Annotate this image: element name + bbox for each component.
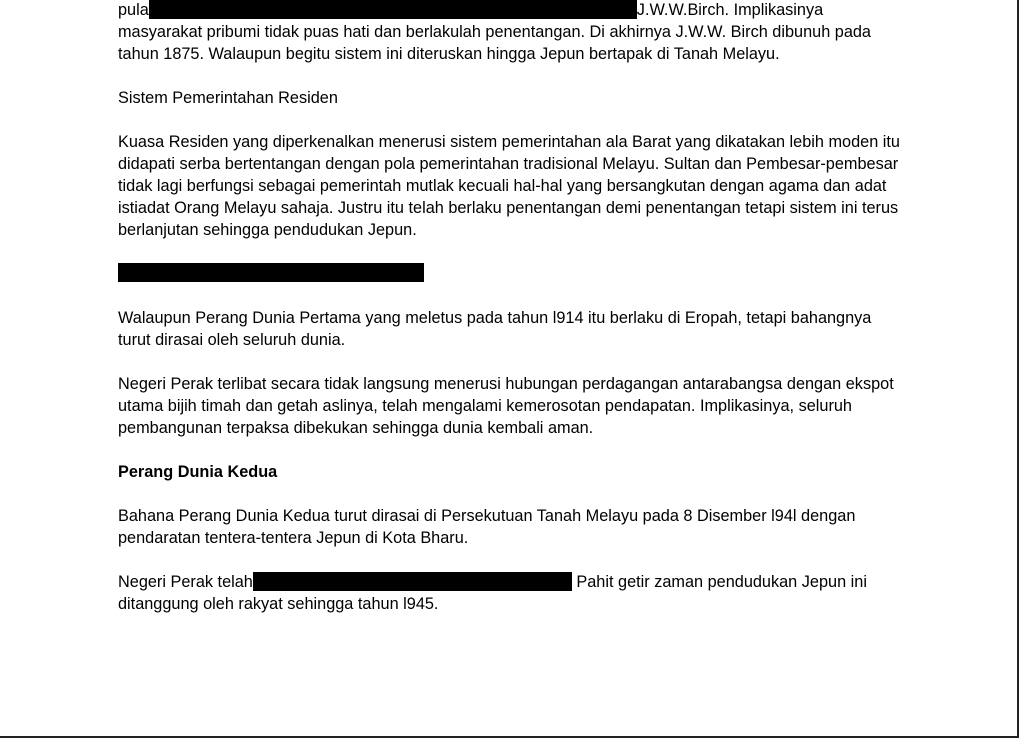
paragraph-negeri-perak: Negeri Perak terlibat secara tidak langsung menerusi hubungan perdagangan antarabangsa dengan ekspot utama bijih timah dan getah aslinya, telah mengalami kemerosotan pendapatan. Implikasinya, seluruh pembangunan terpaksa dibekukan sehingga dunia kembali aman. (118, 375, 894, 437)
paragraph-pendudukan-rest: Pahit getir zaman pendudukan Jepun ini ditanggung oleh rakyat sehingga tahun l945. (118, 573, 867, 613)
redaction-bar (118, 263, 424, 282)
paragraph-perang-dunia-pertama: Walaupun Perang Dunia Pertama yang meletus pada tahun l914 itu berlaku di Eropah, tetapi bahangnya turut dirasai oleh seluruh dunia. (118, 309, 872, 349)
section-heading-perang-dunia-kedua: Perang Dunia Kedua (118, 463, 278, 481)
paragraph-perang-dunia-kedua: Bahana Perang Dunia Kedua turut dirasai di Persekutuan Tanah Melayu pada 8 Disember l94l dengan pendaratan tentera-tentera Jepun di Kota Bharu. (118, 507, 856, 547)
section-heading-residen: Sistem Pemerintahan Residen (118, 89, 338, 107)
paragraph-birch-rest: J.W.W.Birch. Implikasinya masyarakat pribumi tidak puas hati dan berlakulah penentangan. Di akhirnya J.W.W. Birch dibunuh pada tahun 1875. Walaupun begitu sistem ini diteruskan hingga Jepun bertapak di Tanah Melayu. (118, 1, 871, 63)
paragraph-residen: Kuasa Residen yang diperkenalkan menerusi sistem pemerintahan ala Barat yang dikatakan lebih moden itu didapati serba bertentangan dengan pola pemerintahan tradisional Melayu. Sultan dan Pembesar-pembesar tidak lagi berfungsi sebagai pemerintah mutlak kecuali hal-hal yang bersangkutan dengan agama dan adat istiadat Orang Melayu sahaja. Justru itu telah berlaku penentangan demi penentangan tetapi sistem ini terus berlanjutan sehingga pendudukan Jepun. (118, 133, 900, 239)
document-body (118, 0, 908, 637)
paragraph-pendudukan-start: Negeri Perak telah (118, 573, 253, 591)
paragraph-birch (118, 0, 908, 65)
redacted-heading (118, 263, 908, 285)
redaction-bar (253, 572, 572, 591)
paragraph-pendudukan-jepun (118, 571, 908, 615)
paragraph-birch-start: pula (118, 1, 149, 19)
redaction-bar (149, 0, 637, 19)
